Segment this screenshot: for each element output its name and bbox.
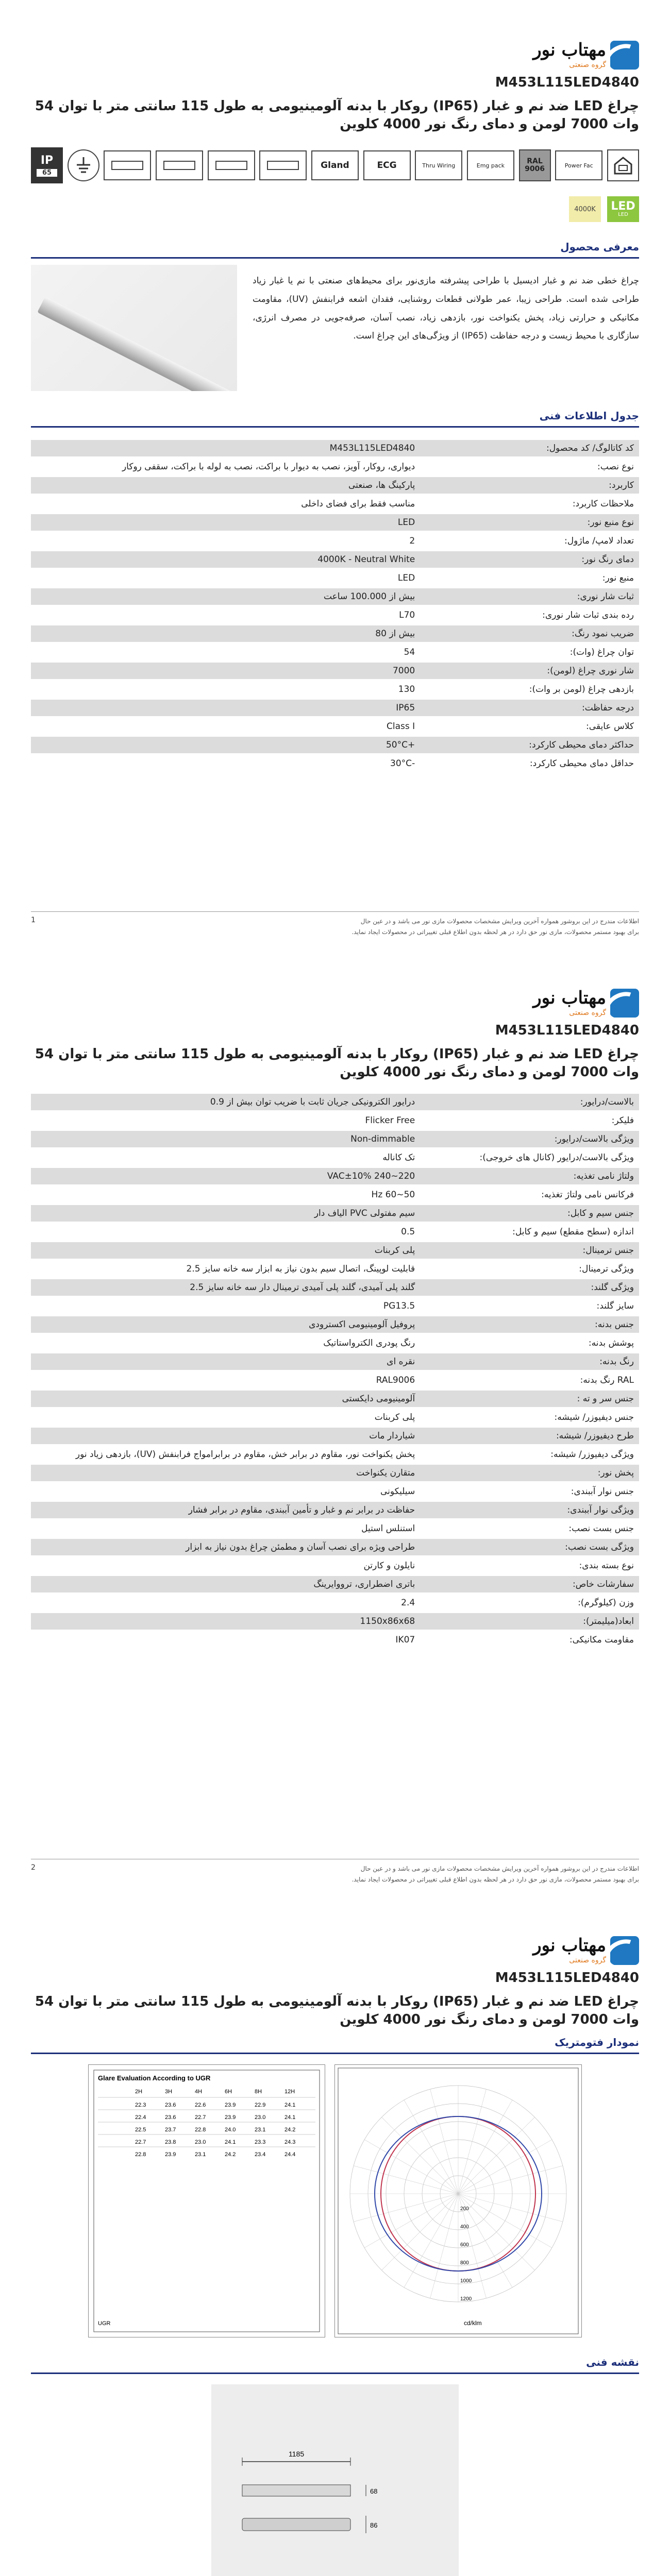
spec-row <box>31 496 639 512</box>
spec-value: 4000K - Neutral White <box>31 551 420 568</box>
page-footer <box>31 1859 639 1885</box>
spec-row <box>31 1335 639 1351</box>
spec-row <box>31 737 639 753</box>
spec-row <box>31 1465 639 1481</box>
spec-key: جنس بدنه: <box>420 1316 639 1333</box>
spec-key: بالاست/درایور: <box>420 1094 639 1110</box>
ugr-col-header: 3H <box>165 2089 173 2095</box>
spec-value: رنگ پودری الکترواستاتیک <box>323 1338 415 1349</box>
spec-key: شار نوری چراغ (لومن): <box>420 663 639 679</box>
spec-value: 50~60 Hz <box>371 1190 415 1200</box>
ugr-cell: 23.6 <box>165 2114 176 2121</box>
spec-value: آلومینیومی دایکستی <box>31 1391 420 1407</box>
logo-subtitle: گروه صنعتی <box>569 1009 606 1017</box>
spec-row <box>31 1372 639 1388</box>
ugr-cell: 23.8 <box>165 2139 176 2146</box>
company-logo <box>533 1936 639 1965</box>
ugr-title: Glare Evaluation According to UGR <box>98 2074 211 2082</box>
ugr-cell: 22.4 <box>135 2114 146 2121</box>
ugr-cell: 24.3 <box>284 2139 296 2146</box>
spec-key: توان چراغ (وات): <box>569 647 634 658</box>
ugr-cell: 24.2 <box>284 2127 296 2133</box>
gland-icon: Gland <box>311 150 359 180</box>
page-2 <box>0 947 670 1895</box>
spec-value: 1150x86x68 <box>31 1613 420 1630</box>
spec-row <box>31 1168 639 1184</box>
thru-wiring-icon: Thru Wiring <box>415 150 462 180</box>
spec-key: ابعاد(میلیمتر): <box>420 1613 639 1630</box>
company-logo <box>533 989 639 1018</box>
ugr-cell: 24.1 <box>225 2139 236 2146</box>
spec-value: LED <box>397 573 415 584</box>
spec-value: دیواری، روکار، آویز، نصب به دیوار با براکت، نصب به لوله با براکت، سقفی روکار <box>122 462 415 472</box>
spec-value: 220~240 VAC±10% <box>31 1168 420 1184</box>
dimension-length: 1185 <box>289 2450 305 2459</box>
spec-value: پلی کربنات <box>374 1412 415 1423</box>
spec-row <box>31 1187 639 1203</box>
dimension-width: 86 <box>370 2521 378 2530</box>
logo-subtitle: گروه صنعتی <box>569 1956 606 1964</box>
spec-key: جنس دیفیوزر/ شیشه: <box>554 1412 634 1423</box>
spec-value: متقارن یکنواخت <box>31 1465 420 1481</box>
ugr-cell: 22.5 <box>135 2127 146 2133</box>
polar-diagram <box>334 2064 582 2337</box>
ecg-icon: ECG <box>363 150 411 180</box>
led-badge: LED LED <box>607 196 639 222</box>
spec-value: -30°C <box>390 758 415 769</box>
spec-key: کلاس عایقی: <box>586 721 634 732</box>
spec-row <box>31 1131 639 1147</box>
power-factor-icon: Power Fac <box>555 150 602 180</box>
page-1 <box>0 0 670 947</box>
spec-value: 2.4 <box>401 1598 415 1608</box>
ugr-cell: 23.4 <box>255 2151 266 2158</box>
spec-key: رنگ بدنه: <box>420 1353 639 1370</box>
spec-row <box>31 607 639 623</box>
wall-mount-icon <box>156 150 203 180</box>
ugr-col-header: 6H <box>225 2089 232 2095</box>
spec-value: قابلیت لوپینگ، اتصال سیم بدون نیاز به ابزار سه خانه سایز 2.5 <box>186 1264 415 1275</box>
spec-key: جنس سر و ته : <box>420 1391 639 1407</box>
logo-name: مهتاب نور <box>533 40 606 60</box>
spec-value: بیش از 80 <box>31 625 420 642</box>
spec-key: رده بندی ثبات شار نوری: <box>542 610 634 621</box>
polar-tick-label: 400 <box>460 2224 469 2230</box>
dimension-drawing <box>211 2384 459 2576</box>
ugr-cell: 24.1 <box>284 2114 296 2121</box>
ral-color-icon: RAL 9006 <box>519 149 551 181</box>
spec-row <box>31 1298 639 1314</box>
spec-row <box>31 663 639 679</box>
ugr-cell: 23.0 <box>195 2139 206 2146</box>
spec-key: جنس سیم و کابل: <box>420 1205 639 1222</box>
spec-row <box>31 477 639 494</box>
spec-key: نوع نصب: <box>597 462 634 472</box>
spec-row <box>31 1483 639 1500</box>
spec-value: پخش یکنواخت نور، مقاوم در برابر خش، مقاوم در برابرامواج فرابنفش (UV)، بازدهی زیاد نور <box>75 1449 415 1460</box>
photometric-section-title: نمودار فتومتریک <box>31 2036 639 2054</box>
page-header <box>31 0 639 75</box>
spec-row <box>31 644 639 660</box>
spec-key: ویژگی گلند: <box>420 1279 639 1296</box>
spec-value: گلند پلی آمیدی، گلند پلی آمیدی ترمینال دار سه خانه سایز 2.5 <box>31 1279 420 1296</box>
spec-key: نوع بسته بندی: <box>579 1561 634 1571</box>
ugr-cell: 23.0 <box>255 2114 266 2121</box>
spec-value: RAL9006 <box>376 1375 415 1386</box>
spec-value: LED <box>31 514 420 531</box>
spec-value: درایور الکترونیکی جریان ثابت با ضریب توان بیش از 0.9 <box>31 1094 420 1110</box>
spec-row <box>31 1520 639 1537</box>
ugr-cell: 24.4 <box>284 2151 296 2158</box>
spec-key: منبع نور: <box>602 573 634 584</box>
page-header <box>31 1895 639 1970</box>
logo-name: مهتاب نور <box>533 988 606 1008</box>
spec-row <box>31 700 639 716</box>
spec-value: پروفیل آلومینیومی اکسترودی <box>31 1316 420 1333</box>
spec-key: اندازه (سطح مقطع) سیم و کابل: <box>512 1227 634 1238</box>
spec-key: ویژگی نوار آببندی: <box>420 1502 639 1518</box>
spec-key: سایز گلند: <box>596 1301 634 1312</box>
spec-key: طرح دیفیوزر/ شیشه: <box>420 1428 639 1444</box>
spec-key: ویژگی دیفیوزر/ شیشه: <box>550 1449 634 1460</box>
cct-badge: 4000K <box>569 196 601 222</box>
product-photo <box>31 265 237 391</box>
spec-key: ویژگی بست نصب: <box>420 1539 639 1555</box>
spec-row <box>31 1409 639 1426</box>
spec-row <box>31 1316 639 1333</box>
spec-key: جنس نوار آببندی: <box>571 1486 634 1497</box>
spec-key: ویژگی بالاست/درایور: <box>420 1131 639 1147</box>
polar-unit: cd/klm <box>464 2319 482 2327</box>
spec-key: پخش نور: <box>420 1465 639 1481</box>
spec-value: تک کاناله <box>382 1153 415 1163</box>
ugr-cell: 24.1 <box>284 2102 296 2109</box>
spec-row <box>31 755 639 772</box>
spec-row <box>31 1149 639 1166</box>
spec-row <box>31 625 639 642</box>
ugr-cell: 24.0 <box>225 2127 236 2133</box>
spec-row <box>31 570 639 586</box>
spec-key: ملاحظات کاربرد: <box>572 499 634 510</box>
ugr-cell: 23.9 <box>225 2102 236 2109</box>
spec-row <box>31 1539 639 1555</box>
spec-value: نقره ای <box>31 1353 420 1370</box>
ugr-cell: 22.8 <box>195 2127 206 2133</box>
ugr-cell: 22.7 <box>195 2114 206 2121</box>
spec-row <box>31 1557 639 1574</box>
bracket-mount-icon <box>259 150 307 180</box>
ugr-cell: 23.9 <box>165 2151 176 2158</box>
ugr-cell: 23.1 <box>255 2127 266 2133</box>
spec-row <box>31 1446 639 1463</box>
ugr-cell: 24.2 <box>225 2151 236 2158</box>
spec-row <box>31 1391 639 1407</box>
ugr-cell: 23.7 <box>165 2127 176 2133</box>
spec-key: پوشش بدنه: <box>588 1338 634 1349</box>
ugr-cell: 23.6 <box>165 2102 176 2109</box>
spec-value: مناسب فقط برای فضای داخلی <box>301 499 415 510</box>
product-code: M453L115LED4840 <box>495 1970 639 1986</box>
spec-value: Flicker Free <box>365 1115 415 1126</box>
spec-value: باتری اضطراری، ترووایرینگ <box>31 1576 420 1592</box>
ugr-col-header: 8H <box>255 2089 262 2095</box>
earth-icon <box>68 149 99 181</box>
ugr-cell: 23.9 <box>225 2114 236 2121</box>
spec-row <box>31 514 639 531</box>
spec-value: 130 <box>398 684 415 695</box>
spec-section-title: جدول اطلاعات فنی <box>31 410 639 428</box>
spec-value: L70 <box>399 610 415 621</box>
logo-mark-icon <box>610 1936 639 1965</box>
spec-value: Non-dimmable <box>31 1131 420 1147</box>
spec-value: شیاردار مات <box>31 1428 420 1444</box>
polar-tick-label: 600 <box>460 2242 469 2248</box>
spec-row <box>31 1279 639 1296</box>
spec-row <box>31 1428 639 1444</box>
spec-row <box>31 1576 639 1592</box>
page-number: 2 <box>31 1863 36 1872</box>
dimension-height: 68 <box>370 2487 378 2496</box>
page-number: 1 <box>31 916 36 925</box>
spec-row <box>31 459 639 475</box>
logo-mark-icon <box>610 989 639 1018</box>
spec-value: سیلیکونی <box>380 1486 415 1497</box>
fixture-top-view <box>242 2518 350 2531</box>
ugr-cell: 22.3 <box>135 2102 146 2109</box>
spec-value: نایلون و کارتن <box>363 1561 415 1571</box>
spec-row <box>31 681 639 698</box>
spec-row <box>31 718 639 735</box>
page-3 <box>0 1895 670 2576</box>
ugr-cell: 22.8 <box>135 2151 146 2158</box>
spec-value: 0.5 <box>401 1227 415 1238</box>
spec-row <box>31 551 639 568</box>
spec-value: طراحی ویژه برای نصب آسان و مطمئن چراغ بدون نیاز به ابزار <box>31 1539 420 1555</box>
spec-key: ضریب نمود رنگ: <box>420 625 639 642</box>
footer-note: اطلاعات مندرج در این بروشور همواره آخرین ویرایش مشخصات محصولات مازی نور می باشد و در عین حال برای بهبود مستمر محصولات، مازی نور حق دارد در هر لحظه بدون اطلاع قبلی تغییراتی در محصولات ایجاد نماید. <box>351 918 639 936</box>
spec-key: جنس بست نصب: <box>568 1523 634 1534</box>
indoor-icon <box>607 149 639 181</box>
spec-value: M453L115LED4840 <box>31 440 420 456</box>
spec-key: سفارشات خاص: <box>420 1576 639 1592</box>
spec-row <box>31 1112 639 1129</box>
surface-mount-icon <box>104 150 151 180</box>
dimensions-section-title: نقشه فنی <box>31 2356 639 2374</box>
spec-key: بازدهی چراغ (لومن بر وات): <box>529 684 634 695</box>
spec-value: سیم مفتولی PVC الیاف دار <box>31 1205 420 1222</box>
spec-row <box>31 588 639 605</box>
product-code: M453L115LED4840 <box>495 1023 639 1038</box>
spec-value: پارکینگ ها، صنعتی <box>31 477 420 494</box>
ip-rating-icon: IP 65 <box>31 147 63 183</box>
spec-key: نوع منبع نور: <box>420 514 639 531</box>
polar-tick-label: 1200 <box>460 2296 472 2302</box>
spec-key: حداکثر دمای محیطی کارکرد: <box>420 737 639 753</box>
polar-tick-label: 200 <box>460 2206 469 2212</box>
spec-key: درجه حفاظت: <box>420 700 639 716</box>
ugr-cell: 22.6 <box>195 2102 206 2109</box>
spec-key: دمای رنگ نور: <box>420 551 639 568</box>
product-title: چراغ LED ضد نم و غبار (IP65) روکار با بدنه آلومینیومی به طول 115 سانتی متر با توان 54 وات 7000 لومن و دمای رنگ نور 4000 کلوین <box>35 1046 639 1080</box>
spec-key: ثبات شار نوری: <box>420 588 639 605</box>
spec-value: 54 <box>404 647 415 658</box>
ugr-col-header: 4H <box>195 2089 203 2095</box>
polar-tick-label: 800 <box>460 2260 469 2266</box>
spec-row <box>31 1595 639 1611</box>
logo-name: مهتاب نور <box>533 1935 606 1956</box>
logo-subtitle: گروه صنعتی <box>569 61 606 69</box>
ugr-col-header: 2H <box>135 2089 143 2095</box>
spec-value: +50°C <box>31 737 420 753</box>
spec-row <box>31 533 639 549</box>
spec-value: IK07 <box>395 1635 415 1646</box>
intro-section <box>31 265 639 391</box>
company-logo <box>533 41 639 70</box>
ugr-cell: 23.3 <box>255 2139 266 2146</box>
spec-key: ویژگی ترمینال: <box>579 1264 634 1275</box>
spec-value: استنلس استیل <box>361 1523 415 1534</box>
spec-row <box>31 1261 639 1277</box>
spec-key: ولتاژ نامی تغذیه: <box>420 1168 639 1184</box>
spec-value: 7000 <box>31 663 420 679</box>
ugr-cell: 23.1 <box>195 2151 206 2158</box>
spec-row <box>31 1205 639 1222</box>
spec-key: کد کاتالوگ/ کد محصول: <box>420 440 639 456</box>
spec-value: PG13.5 <box>383 1301 415 1312</box>
spec-key: فلیکر: <box>611 1115 634 1126</box>
spec-key: مقاومت مکانیکی: <box>569 1635 634 1646</box>
spec-value: بیش از 100.000 ساعت <box>31 588 420 605</box>
ugr-table <box>88 2064 325 2337</box>
spec-value: Class I <box>387 721 415 732</box>
pendant-mount-icon <box>208 150 255 180</box>
spec-key: تعداد لامپ/ ماژول: <box>564 536 634 547</box>
polar-tick-label: 1000 <box>460 2278 472 2284</box>
page-footer <box>31 911 639 937</box>
spec-row <box>31 1353 639 1370</box>
spec-key: ویژگی بالاست/درایور (کانال های خروجی): <box>479 1153 634 1163</box>
spec-key: حداقل دمای محیطی کارکرد: <box>529 758 634 769</box>
spec-value: حفاظت در برابر نم و غبار و تأمین آببندی، مقاوم در برابر فشار <box>31 1502 420 1518</box>
intro-text: چراغ خطی ضد نم و غبار ادیسیل با طراحی پیشرفته مازی‌نور برای محیط‌های صنعتی با نم یا غبار زیاد طراحی شده است. طراحی زیبا، عمر طولانی قطعات روشنایی، فقدان اشعه فرابنفش (UV)، مقاومت مکانیکی و حرارتی زیاد، پخش یکنواخت نور، بازدهی زیاد، نصب آسان، صرفه‌جویی در مصرف انرژی، سازگاری با محیط زیست و درجه حفاظت (IP65) از ویژگی‌های این چراغ است. <box>253 276 639 342</box>
spec-table-2 <box>31 1092 639 1650</box>
spec-key: وزن (کیلوگرم): <box>578 1598 634 1608</box>
spec-row <box>31 1613 639 1630</box>
ugr-cell: 22.7 <box>135 2139 146 2146</box>
ugr-footer: UGR <box>98 2320 111 2327</box>
spec-value: پلی کربنات <box>31 1242 420 1259</box>
spec-key: فرکانس نامی ولتاژ تغذیه: <box>541 1190 634 1200</box>
spec-row <box>31 1502 639 1518</box>
spec-key: کاربرد: <box>420 477 639 494</box>
ugr-cell: 22.9 <box>255 2102 266 2109</box>
intro-section-title: معرفی محصول <box>31 241 639 259</box>
spec-row <box>31 1242 639 1259</box>
spec-row <box>31 1224 639 1240</box>
spec-row <box>31 1632 639 1648</box>
emg-pack-icon: Emg pack <box>467 150 514 180</box>
product-title: چراغ LED ضد نم و غبار (IP65) روکار با بدنه آلومینیومی به طول 115 سانتی متر با توان 54 وات 7000 لومن و دمای رنگ نور 4000 کلوین <box>35 1994 639 2028</box>
product-code: M453L115LED4840 <box>495 75 639 90</box>
logo-mark-icon <box>610 41 639 70</box>
ugr-col-header: 12H <box>284 2089 295 2095</box>
spec-key: جنس ترمینال: <box>420 1242 639 1259</box>
product-title: چراغ LED ضد نم و غبار (IP65) روکار با بدنه آلومینیومی به طول 115 سانتی متر با توان 54 وات 7000 لومن و دمای رنگ نور 4000 کلوین <box>35 98 639 132</box>
spec-key: RAL رنگ بدنه: <box>580 1375 634 1386</box>
spec-row <box>31 1094 639 1110</box>
badges <box>31 196 639 222</box>
page-header <box>31 948 639 1023</box>
spec-value: IP65 <box>31 700 420 716</box>
fixture-side-view <box>242 2485 350 2496</box>
footer-note: اطلاعات مندرج در این بروشور همواره آخرین ویرایش مشخصات محصولات مازی نور می باشد و در عین حال برای بهبود مستمر محصولات، مازی نور حق دارد در هر لحظه بدون اطلاع قبلی تغییراتی در محصولات ایجاد نماید. <box>351 1865 639 1883</box>
photometric-charts <box>31 2064 639 2337</box>
spec-table-1 <box>31 438 639 774</box>
spec-value: 2 <box>409 536 415 547</box>
spec-row <box>31 440 639 456</box>
feature-icons <box>31 145 639 186</box>
